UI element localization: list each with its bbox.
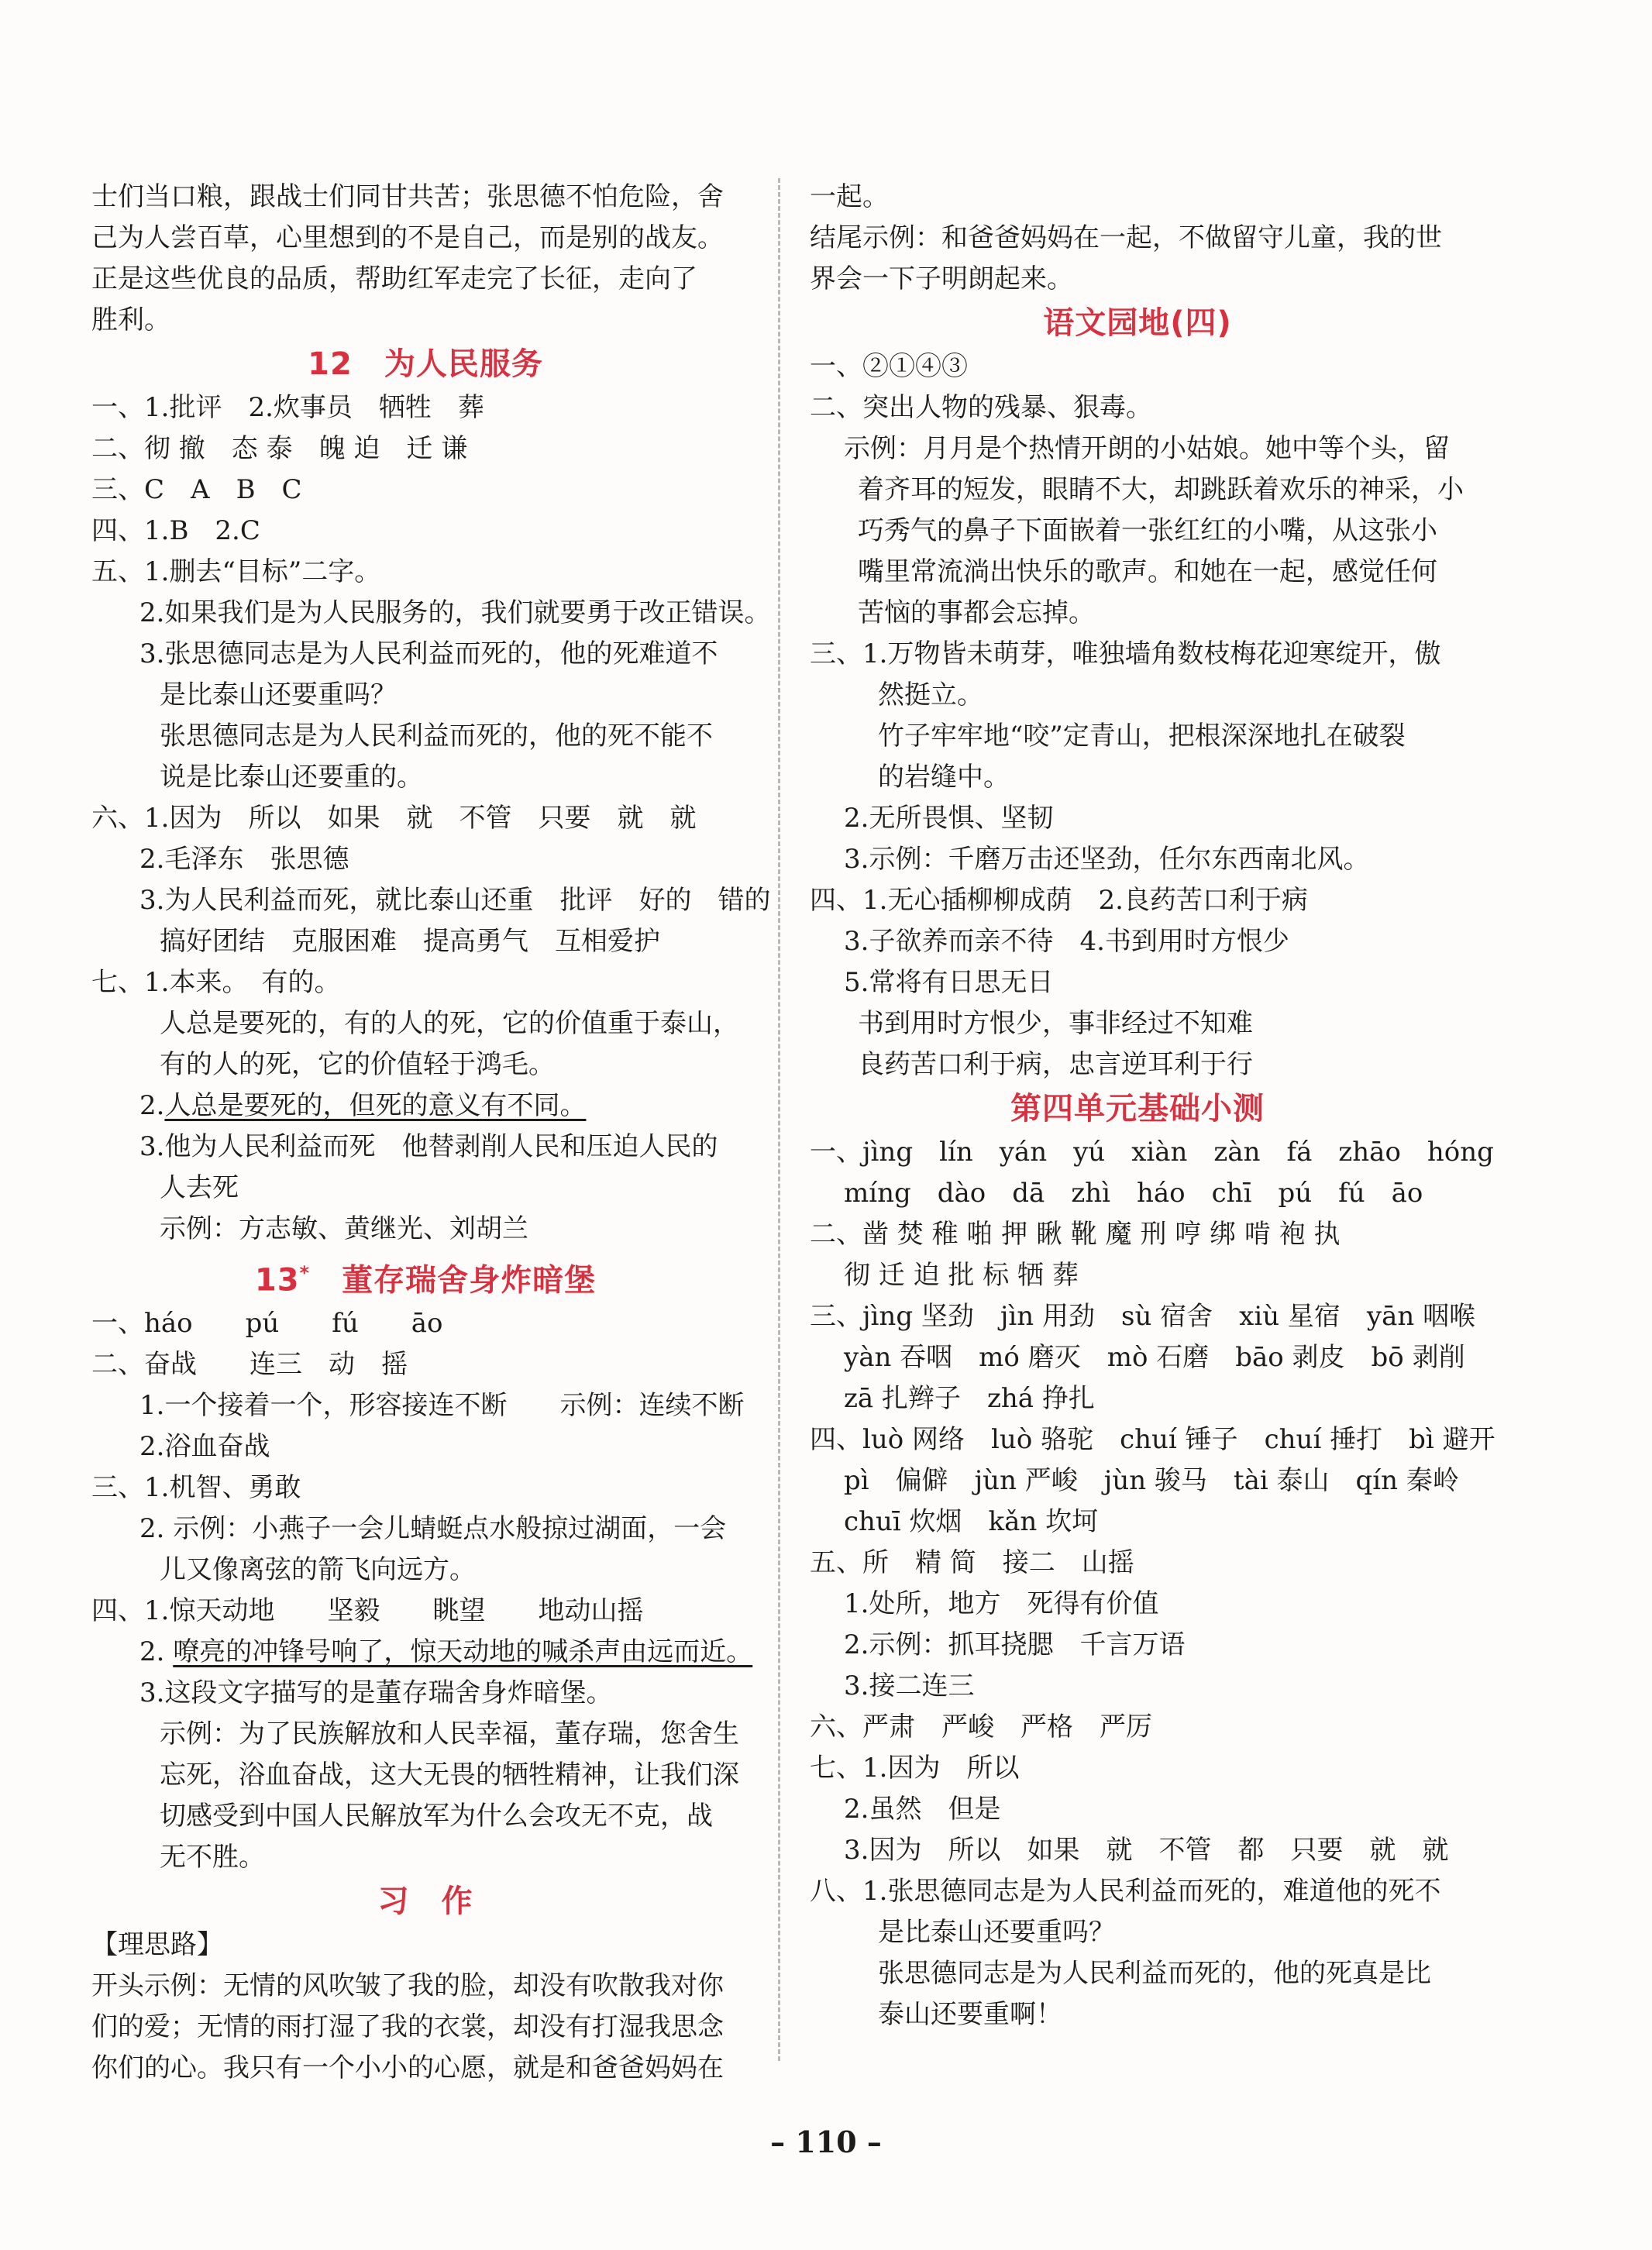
answer-line [91,1044,759,1085]
answer-line [91,1591,759,1632]
answer-line [810,757,1465,798]
answer-text: 无不胜。 [160,1842,265,1873]
answer-text: 3.为人民利益而死，就比泰山还重 批评 好的 错的 [139,885,771,916]
answer-line [810,1666,1465,1707]
answer-line [810,1044,1465,1085]
answer-line [91,428,759,470]
section-heading: 12 为人民服务 [308,346,543,382]
answer-line [91,593,771,634]
answer-text: 你们的心。我只有一个小小的心愿，就是和爸爸妈妈在 [91,2052,724,2084]
answer-text: 界会一下子明朗起来。 [810,263,1073,294]
answer-line [91,716,759,757]
right-column [810,177,1495,2035]
answer-line [810,1214,1465,1255]
answer-line [810,1502,1465,1543]
answer-line [810,218,1465,259]
answer-line [91,1003,759,1044]
answer-line [810,259,1465,300]
answer-line [91,798,759,839]
answer-line [91,218,759,259]
answer-line [91,1168,759,1209]
answer-text: pì 偏僻 jùn 严峻 jùn 骏马 tài 泰山 qín 秦岭 [844,1465,1459,1496]
answer-text: 五、1.删去“目标”二字。 [91,556,381,587]
answer-text: 竹子牢牢地“咬”定青山，把根深深地扎在破裂 [878,721,1406,752]
answer-line [810,1255,1465,1296]
answer-line [810,1912,1465,1953]
answer-line [810,1871,1465,1912]
answer-line [810,1132,1494,1173]
answer-text: 正是这些优良的品质，帮助红军走完了长征，走向了 [91,263,697,294]
answer-line [810,428,1465,470]
answer-text: 3.子欲养而亲不待 4.书到用时方恨少 [844,926,1289,957]
answer-line [91,880,771,921]
answer-line [810,1296,1476,1337]
answer-line [91,1714,759,1755]
answer-line [91,921,759,962]
answer-text: 六、1.因为 所以 如果 就 不管 只要 就 就 [91,803,697,834]
answer-line [810,1337,1465,1378]
answer-text: 一起。 [810,181,889,212]
answer-text: 五、所 精 简 接二 山摇 [810,1547,1134,1578]
column-divider [778,178,780,2061]
answer-text: 切感受到中国人民解放军为什么会攻无不克，战 [160,1801,713,1832]
answer-text: 示例：月月是个热情开朗的小姑娘。她中等个头，留 [844,433,1450,464]
answer-line [810,634,1465,675]
answer-text: 胜利。 [91,304,170,335]
answer-text: 三、1.万物皆未萌芽，唯独墙角数枝梅花迎寒绽开，傲 [810,638,1441,669]
answer-text: 的岩缝中。 [878,762,1010,793]
answer-line [810,1173,1465,1214]
answer-line [91,1127,759,1168]
answer-line [91,2048,759,2089]
answer-line [810,675,1465,716]
answer-text: 四、luò 网络 luò 骆驼 chuí 锤子 chuí 捶打 bì 避开 [810,1424,1495,1455]
answer-text: 四、1.惊天动地 坚毅 眺望 地动山摇 [91,1595,644,1627]
answer-text: 1.处所，地方 死得有价值 [844,1588,1159,1619]
answer-text: 示例：方志敏、黄继光、刘胡兰 [160,1213,528,1244]
section-heading: 习 作 [377,1884,473,1920]
answer-text: 3.他为人民利益而死 他替剥削人民和压迫人民的 [139,1131,718,1162]
answer-text: 张思德同志是为人民利益而死的，他的死真是比 [878,1958,1431,1989]
answer-text: zā 扎辫子 zhá 挣扎 [844,1383,1095,1414]
answer-text: 三、C A B C [91,474,302,505]
answer-line [91,2007,759,2048]
answer-line [91,1966,759,2007]
answer-text: 3.张思德同志是为人民利益而死的，他的死难道不 [139,638,718,669]
answer-line [91,1385,759,1426]
answer-text: 有的人的死，它的价值轻于鸿毛。 [160,1049,555,1080]
answer-text: 泰山还要重啊！ [878,1999,1062,2030]
answer-line [91,511,759,552]
answer-text: 2. 示例：小燕子一会儿蜻蜓点水般掠过湖面，一会 [139,1513,727,1545]
answer-line [810,346,1465,387]
answer-text: 开头示例：无情的风吹皱了我的脸，却没有吹散我对你 [91,1970,724,2002]
answer-text: chuī 炊烟 kǎn 坎坷 [844,1506,1099,1537]
answer-text: 2.无所畏惧、坚韧 [844,803,1054,834]
answer-line [91,1509,759,1550]
section-heading: 第四单元基础小测 [1010,1091,1265,1127]
answer-text: 【理思路】 [91,1929,223,1961]
answer-line [91,839,759,880]
answer-text: 三、1.机智、勇敢 [91,1472,301,1504]
answer-text: 二、奋战 连三 动 摇 [91,1349,408,1381]
answer-line [91,1209,759,1250]
answer-line [91,300,759,341]
answer-line [91,1632,759,1673]
answer-text: 2.毛泽东 张思德 [139,844,349,875]
answer-line [91,1550,759,1591]
answer-line [91,1426,759,1467]
answer-text: 嘴里常流淌出快乐的歌声。和她在一起，感觉任何 [858,556,1437,587]
section-heading [91,1250,759,1303]
answer-text: 2.如果我们是为人民服务的，我们就要勇于改正错误。 [139,597,771,628]
answer-text: 张思德同志是为人民利益而死的，他的死不能不 [160,721,713,752]
answer-line [810,1953,1465,1994]
answer-line [91,1755,759,1796]
answer-text: 巧秀气的鼻子下面嵌着一张红红的小嘴，从这张小 [858,515,1437,546]
answer-line [810,1748,1465,1789]
answer-text: 2. [139,1090,165,1121]
answer-text: 二、突出人物的残暴、狠毒。 [810,392,1152,423]
answer-line [810,387,1465,428]
answer-line [91,1467,759,1509]
answer-line [810,1994,1465,2035]
answer-line [810,921,1465,962]
answer-line [810,1543,1465,1584]
answer-text: 三、jìng 坚劲 jìn 用劲 sù 宿舍 xiù 星宿 yān 咽喉 [810,1301,1476,1332]
left-column [91,177,771,2089]
answer-text: 彻 迁 迫 批 标 牺 葬 [844,1260,1079,1291]
answer-text: 3.这段文字描写的是董存瑞舍身炸暗堡。 [139,1677,613,1709]
answer-line [810,177,1465,218]
answer-line [91,1344,759,1385]
answer-text: 结尾示例：和爸爸妈妈在一起，不做留守儿童，我的世 [810,222,1442,253]
answer-text: 良药苦口利于病，忠言逆耳利于行 [858,1049,1253,1080]
answer-line [91,757,759,798]
heading-title: 董存瑞舍身炸暗堡 [310,1262,597,1299]
answer-line [91,177,759,218]
answer-text: 是比泰山还要重吗？ [878,1917,1115,1948]
answer-text: 们的爱；无情的雨打湿了我的衣裳，却没有打湿我思念 [91,2011,724,2043]
answer-text: 一、②①④③ [810,351,968,382]
answer-text: 2.虽然 但是 [844,1794,1001,1825]
page-number: – 110 – [770,2124,882,2159]
answer-text: 六、严肃 严峻 严格 严厉 [810,1712,1152,1743]
answer-text: míng dào dā zhì háo chī pú fú āo [844,1178,1423,1209]
answer-text: 人总是要死的，有的人的死，它的价值重于泰山， [160,1008,739,1039]
answer-text: 儿又像离弦的箭飞向远方。 [160,1554,476,1586]
answer-line [810,1460,1465,1502]
answer-text: 二、凿 焚 稚 啪 押 瞅 靴 魔 刑 哼 绑 啃 袍 执 [810,1219,1341,1250]
answer-line [810,1830,1465,1871]
answer-line [91,1085,759,1127]
answer-text: 七、1.本来。 有的。 [91,967,341,998]
answer-line [810,1789,1465,1830]
answer-line [810,552,1465,593]
answer-line [91,634,759,675]
answer-line [810,839,1465,880]
answer-text: 一、háo pú fú āo [91,1308,443,1340]
answer-text: 2. [139,1636,174,1668]
answer-line [810,880,1465,921]
answer-text: 1.一个接着一个，形容接连不断 示例：连续不断 [139,1390,745,1422]
answer-line [810,1419,1495,1460]
answer-line [810,1378,1465,1419]
answer-line [810,1584,1465,1625]
answer-line [810,1625,1465,1666]
answer-line [91,470,759,511]
answer-line [810,962,1465,1003]
answer-text: 七、1.因为 所以 [810,1753,1020,1784]
answer-text: 3.接二连三 [844,1670,975,1701]
answer-text: 苦恼的事都会忘掉。 [858,597,1095,628]
heading-number: 13 [254,1262,300,1299]
answer-text: 然挺立。 [878,679,983,710]
answer-text: 忘死，浴血奋战，这大无畏的牺牲精神，让我们深 [160,1760,739,1791]
answer-text: 着齐耳的短发，眼睛不大，却跳跃着欢乐的神采，小 [858,474,1464,505]
answer-text: 书到用时方恨少，事非经过不知难 [858,1008,1253,1039]
answer-text: 2.示例：抓耳挠腮 千言万语 [844,1629,1186,1660]
answer-line [810,470,1465,511]
answer-line [810,1707,1465,1748]
underlined-answer: 人总是要死的，但死的意义有不同。 [164,1090,587,1121]
answer-line [91,1303,759,1344]
answer-text: 说是比泰山还要重的。 [160,762,423,793]
answer-line [91,552,759,593]
section-heading: 语文园地(四) [1043,305,1232,341]
answer-line [91,1673,759,1714]
answer-text: 八、1.张思德同志是为人民利益而死的，难道他的死不 [810,1876,1441,1907]
answer-line [810,593,1465,634]
answer-line [810,798,1465,839]
answer-text: 二、彻 撤 态 泰 魄 迫 迁 谦 [91,433,468,464]
answer-line [810,716,1465,757]
answer-text: 是比泰山还要重吗？ [160,679,397,710]
answer-text: 3.因为 所以 如果 就 不管 都 只要 就 就 [844,1835,1449,1866]
answer-text: 一、1.批评 2.炊事员 牺牲 葬 [91,392,484,423]
answer-text: 人去死 [160,1172,239,1203]
answer-text: yàn 吞咽 mó 磨灭 mò 石磨 bāo 剥皮 bō 剥削 [844,1342,1465,1373]
answer-line [810,511,1465,552]
answer-line [91,1796,759,1837]
answer-line [91,1925,759,1966]
answer-text: 2.浴血奋战 [139,1431,270,1463]
answer-text: 5.常将有日思无日 [844,967,1054,998]
answer-text: 示例：为了民族解放和人民幸福，董存瑞，您舍生 [160,1718,739,1750]
answer-line [91,962,759,1003]
answer-text: 四、1.B 2.C [91,515,260,546]
underlined-answer: 嘹亮的冲锋号响了，惊天动地的喊杀声由远而近。 [173,1636,753,1668]
answer-text: 3.示例：千磨万击还坚劲，任尔东西南北风。 [844,844,1370,875]
answer-text: 搞好团结 克服困难 提高勇气 互相爱护 [160,926,660,957]
heading-marker: * [299,1262,311,1284]
answer-line [91,675,759,716]
answer-text: 己为人尝百草，心里想到的不是自己，而是别的战友。 [91,222,724,253]
answer-line [810,1003,1465,1044]
answer-text: 士们当口粮，跟战士们同甘共苦；张思德不怕危险，舍 [91,181,724,212]
answer-text: 四、1.无心插柳柳成荫 2.良药苦口利于病 [810,885,1308,916]
answer-line [91,259,759,300]
answer-line [91,387,759,428]
answer-line [91,1837,759,1878]
answer-text: 一、jìng lín yán yú xiàn zàn fá zhāo hóng [810,1137,1494,1168]
